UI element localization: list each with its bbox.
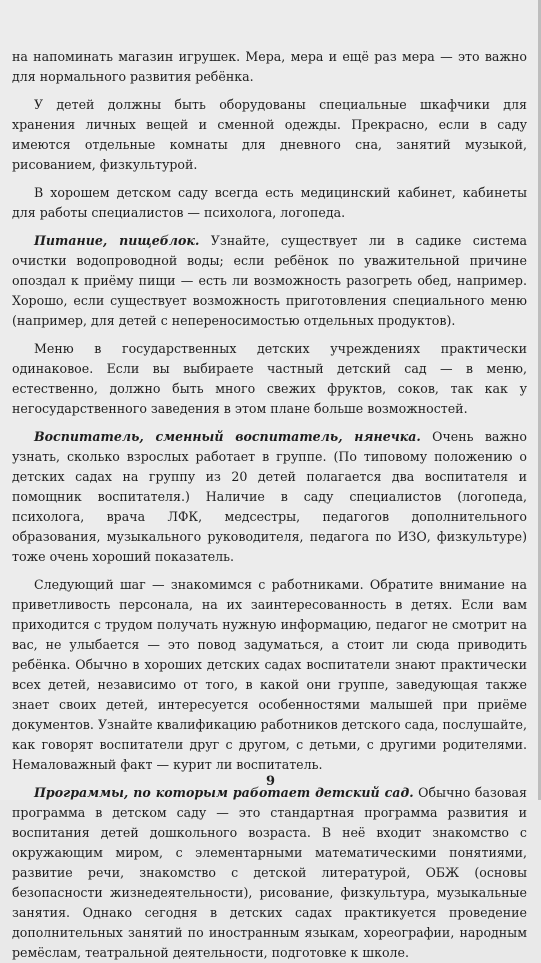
paragraph-4-text: Узнайте, существует ли в садике система очистки водопроводной воды; если ребёнок по уважительной причине опоздал к приёму пищи — есть ли возможность разогреть обед, например. Хорошо, если существует возможность приготовления специального меню (например, для детей с непереносимостью отдельных продуктов). (12, 233, 528, 328)
paragraph-4 (12, 231, 527, 331)
paragraph-5-text: Меню в государственных детских учреждениях практически одинаковое. Если вы выбираете частный детский сад — в меню, естественно, должно быть много свежих фруктов, соков, так как у негосударственного заведения в этом плане больше возможностей. (12, 341, 527, 416)
paragraph-8-lead: Программы, по которым работает детский сад. (34, 785, 414, 800)
paragraph-1 (12, 47, 527, 87)
paragraph-5 (12, 339, 527, 419)
paragraph-8-text: Обычно базовая программа в детском саду — это стандартная программа развития и воспитания детей дошкольного возраста. В неё входит знакомство с окружающим миром, с элементарными математическими понятиями, развитие речи, знакомство с детской литературой, ОБЖ (основы безопасности жизнедеятельности), рисование, физкультура, музыкальные занятия. Однако сегодня в детских садах практикуется проведение дополнительных занятий по иностранным языкам, хореографии, народным ремёслам, театральной деятельности, подготовке к школе. (12, 785, 528, 960)
paragraph-6-text: Очень важно узнать, сколько взрослых работает в группе. (По типовому положению о детских садах на группу из 20 детей полагается два воспитателя и помощник воспитателя.) Наличие в саду специалистов (логопеда, психолога, врача ЛФК, медсестры, педагогов дополнительного образования, музыкального руководителя, педагога по ИЗО, физкультуре) тоже очень хороший показатель. (12, 429, 527, 564)
paragraph-2-text: У детей должны быть оборудованы специальные шкафчики для хранения личных вещей и сменной одежды. Прекрасно, если в саду имеются отдельные комнаты для дневного сна, занятий музыкой, рисованием, физкультурой. (12, 97, 527, 172)
paragraph-2 (12, 95, 527, 175)
paragraph-3 (12, 183, 527, 223)
paragraph-4-lead: Питание, пищеблок. (34, 233, 200, 248)
paragraph-1-text: на напоминать магазин игрушек. Мера, мера и ещё раз мера — это важно для нормального развития ребёнка. (12, 49, 527, 84)
paragraph-7 (12, 575, 527, 775)
paragraph-8 (12, 783, 527, 963)
paragraph-6-lead: Воспитатель, сменный воспитатель, нянечка. (34, 429, 421, 444)
paragraph-6 (12, 427, 527, 567)
paragraph-3-text: В хорошем детском саду всегда есть медицинский кабинет, кабинеты для работы специалистов — психолога, логопеда. (12, 185, 527, 220)
paragraph-7-text: Следующий шаг — знакомимся с работниками. Обратите внимание на приветливость персонала, на их заинтересованность в детях. Если вам приходится с трудом получать нужную информацию, педагог не смотрит на вас, не улыбается — это повод задуматься, а стоит ли сюда приводить ребёнка. Обычно в хороших детских садах воспитатели знают практически всех детей, независимо от того, в какой они группе, заведующая также знает своих детей, интересуется особенностями малышей при приёме документов. Узнайте квалификацию работников детского сада, послушайте, как говорят воспитатели друг с другом, с детьми, с другими родителями. Немаловажный факт — курит ли воспитатель. (12, 577, 527, 772)
page-number: 9 (265, 774, 276, 789)
